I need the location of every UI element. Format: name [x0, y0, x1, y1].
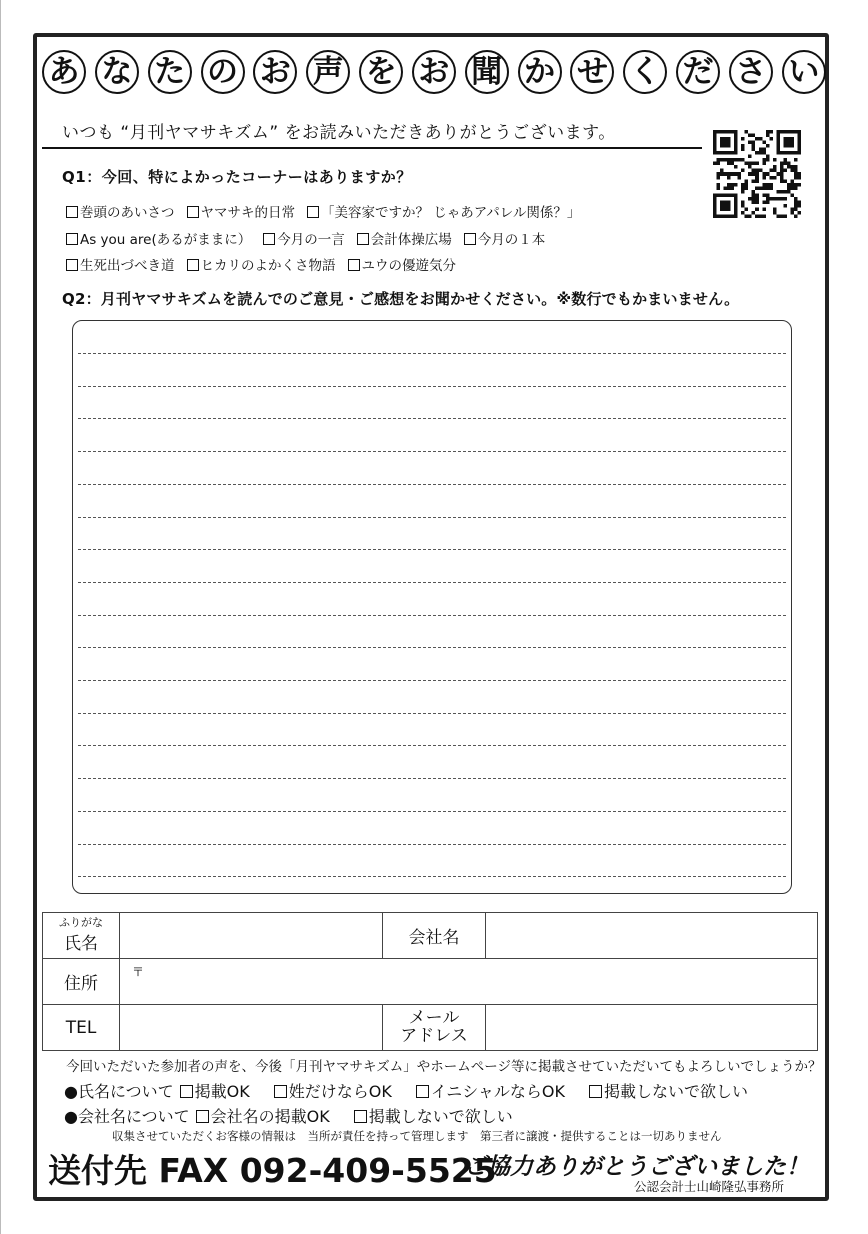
option-label: ヤマサキ的日常 [200, 205, 295, 221]
checkbox[interactable] [66, 259, 78, 271]
furigana-label: ふりがな [59, 915, 103, 929]
consent-label: ●氏名について [64, 1082, 174, 1101]
consent-option[interactable] [180, 1082, 250, 1101]
ruled-line [78, 451, 786, 452]
address-field[interactable] [120, 959, 818, 1005]
checkbox[interactable] [357, 233, 369, 245]
title-char-circle: 聞 [465, 50, 509, 94]
q1-option[interactable] [187, 201, 296, 221]
option-label: ヒカリのよかくさ物語 [200, 258, 336, 274]
option-label: ユウの優遊気分 [361, 258, 456, 274]
title-char-circle: な [95, 50, 139, 94]
checkbox[interactable] [589, 1085, 602, 1098]
company-label: 会社名 [383, 913, 486, 959]
q1-options-row-1 [66, 201, 592, 221]
option-label: 生死出づべき道 [80, 258, 175, 274]
checkbox[interactable] [196, 1110, 209, 1123]
page-edge-line [0, 0, 1, 1234]
consent-label: ●会社名について [64, 1107, 190, 1126]
office-name: 公認会計士山崎隆弘事務所 [634, 1179, 785, 1194]
option-label: 巻頭のあいさつ [80, 205, 175, 221]
checkbox[interactable] [416, 1085, 429, 1098]
option-label: 今月の１本 [477, 232, 546, 248]
option-label: 掲載しないで欲しい [603, 1082, 748, 1101]
title-char-circle: く [623, 50, 667, 94]
ruled-line [78, 353, 786, 354]
option-label: 掲載しないで欲しい [368, 1107, 513, 1126]
ruled-line [78, 582, 786, 583]
consent-option[interactable] [416, 1082, 565, 1101]
ruled-line [78, 745, 786, 746]
checkbox[interactable] [354, 1110, 367, 1123]
ruled-line [78, 386, 786, 387]
q1-option[interactable] [357, 228, 452, 248]
consent-option[interactable] [354, 1107, 513, 1126]
mail-label-line2: アドレス [400, 1025, 468, 1046]
q1-option[interactable] [348, 254, 457, 274]
name-label-cell [43, 913, 120, 959]
checkbox[interactable] [66, 233, 78, 245]
title-char-circle: の [201, 50, 245, 94]
ruled-line [78, 844, 786, 845]
tel-label: TEL [43, 1005, 120, 1051]
thanks-message: ご協力ありがとうございました！ [464, 1154, 809, 1180]
ruled-line [78, 418, 786, 419]
consent-name-row [64, 1079, 772, 1102]
checkbox[interactable] [263, 233, 275, 245]
q1-option[interactable] [66, 254, 175, 274]
q1-option[interactable] [187, 254, 336, 274]
greeting-underline [42, 147, 702, 149]
option-label: イニシャルならOK [430, 1082, 565, 1101]
checkbox[interactable] [180, 1085, 193, 1098]
mail-field[interactable] [486, 1005, 818, 1051]
title-char-circle: お [253, 50, 297, 94]
consent-option[interactable] [274, 1082, 392, 1101]
fax-number: 送付先 FAX 092-409-5525 [48, 1151, 497, 1190]
title-char-circle: せ [570, 50, 614, 94]
ruled-line [78, 680, 786, 681]
title-char-circle: た [148, 50, 192, 94]
question-2: Q2：月刊ヤマサキズムを読んでのご意見・ご感想をお聞かせください。※数行でもかまいません。 [62, 290, 740, 308]
ruled-line [78, 876, 786, 877]
checkbox[interactable] [187, 259, 199, 271]
ruled-line [78, 484, 786, 485]
address-label: 住所 [43, 959, 120, 1005]
ruled-line [78, 778, 786, 779]
title-char-circle: か [518, 50, 562, 94]
q1-options-row-3 [66, 254, 468, 274]
option-label: 姓だけならOK [288, 1082, 392, 1101]
qr-code[interactable] [712, 130, 802, 218]
option-label: 会計体操広場 [370, 232, 452, 248]
title-char-circle: あ [42, 50, 86, 94]
title-char-circle: 声 [306, 50, 350, 94]
consent-option[interactable] [196, 1107, 330, 1126]
option-label: 掲載OK [194, 1082, 250, 1101]
option-label: As you are(あるがままに） [80, 232, 252, 248]
mail-label-cell [383, 1005, 486, 1051]
title-char-circle: お [412, 50, 456, 94]
consent-option[interactable] [589, 1082, 748, 1101]
comment-answer-box[interactable] [72, 320, 792, 894]
page-title [42, 46, 826, 104]
question-1: Q1：今回、特によかったコーナーはありますか？ [62, 168, 412, 186]
checkbox[interactable] [348, 259, 360, 271]
greeting-text: いつも “月刊ヤマサキズム” をお読みいただきありがとうございます。 [62, 123, 616, 143]
q1-option[interactable] [464, 228, 546, 248]
tel-field[interactable] [120, 1005, 383, 1051]
ruled-line [78, 517, 786, 518]
ruled-line [78, 713, 786, 714]
ruled-line [78, 615, 786, 616]
checkbox[interactable] [274, 1085, 287, 1098]
company-field[interactable] [486, 913, 818, 959]
ruled-line [78, 811, 786, 812]
ruled-line [78, 549, 786, 550]
checkbox[interactable] [66, 206, 78, 218]
q1-options-row-2 [66, 228, 557, 248]
checkbox[interactable] [464, 233, 476, 245]
q1-option[interactable] [66, 228, 251, 248]
title-char-circle: さ [729, 50, 773, 94]
q1-option[interactable] [66, 201, 175, 221]
option-label: 「美容家ですか？ じゃあアパレル関係？」 [321, 205, 581, 221]
zip-mark: 〒 [132, 965, 145, 979]
contact-form-table [42, 912, 818, 1051]
option-label: 会社名の掲載OK [210, 1107, 330, 1126]
q1-option[interactable] [307, 201, 580, 221]
title-char-circle: を [359, 50, 403, 94]
checkbox[interactable] [307, 206, 319, 218]
checkbox[interactable] [187, 206, 199, 218]
consent-question: 今回いただいた参加者の声を、今後「月刊ヤマサキズム」やホームページ等に掲載させていただいてもよろしいでしょうか？ [66, 1059, 822, 1075]
q1-option[interactable] [263, 228, 345, 248]
title-char-circle: い [782, 50, 826, 94]
title-char-circle: だ [676, 50, 720, 94]
mail-label-line1: メール [408, 1007, 460, 1028]
name-field[interactable] [120, 913, 383, 959]
option-label: 今月の一言 [277, 232, 345, 248]
privacy-note: 収集させていただくお客様の情報は 当所が責任を持って管理します 第三者に譲渡・提供することは一切ありません [112, 1129, 722, 1143]
ruled-line [78, 647, 786, 648]
name-label: 氏名 [64, 934, 98, 955]
consent-company-row [64, 1104, 537, 1127]
